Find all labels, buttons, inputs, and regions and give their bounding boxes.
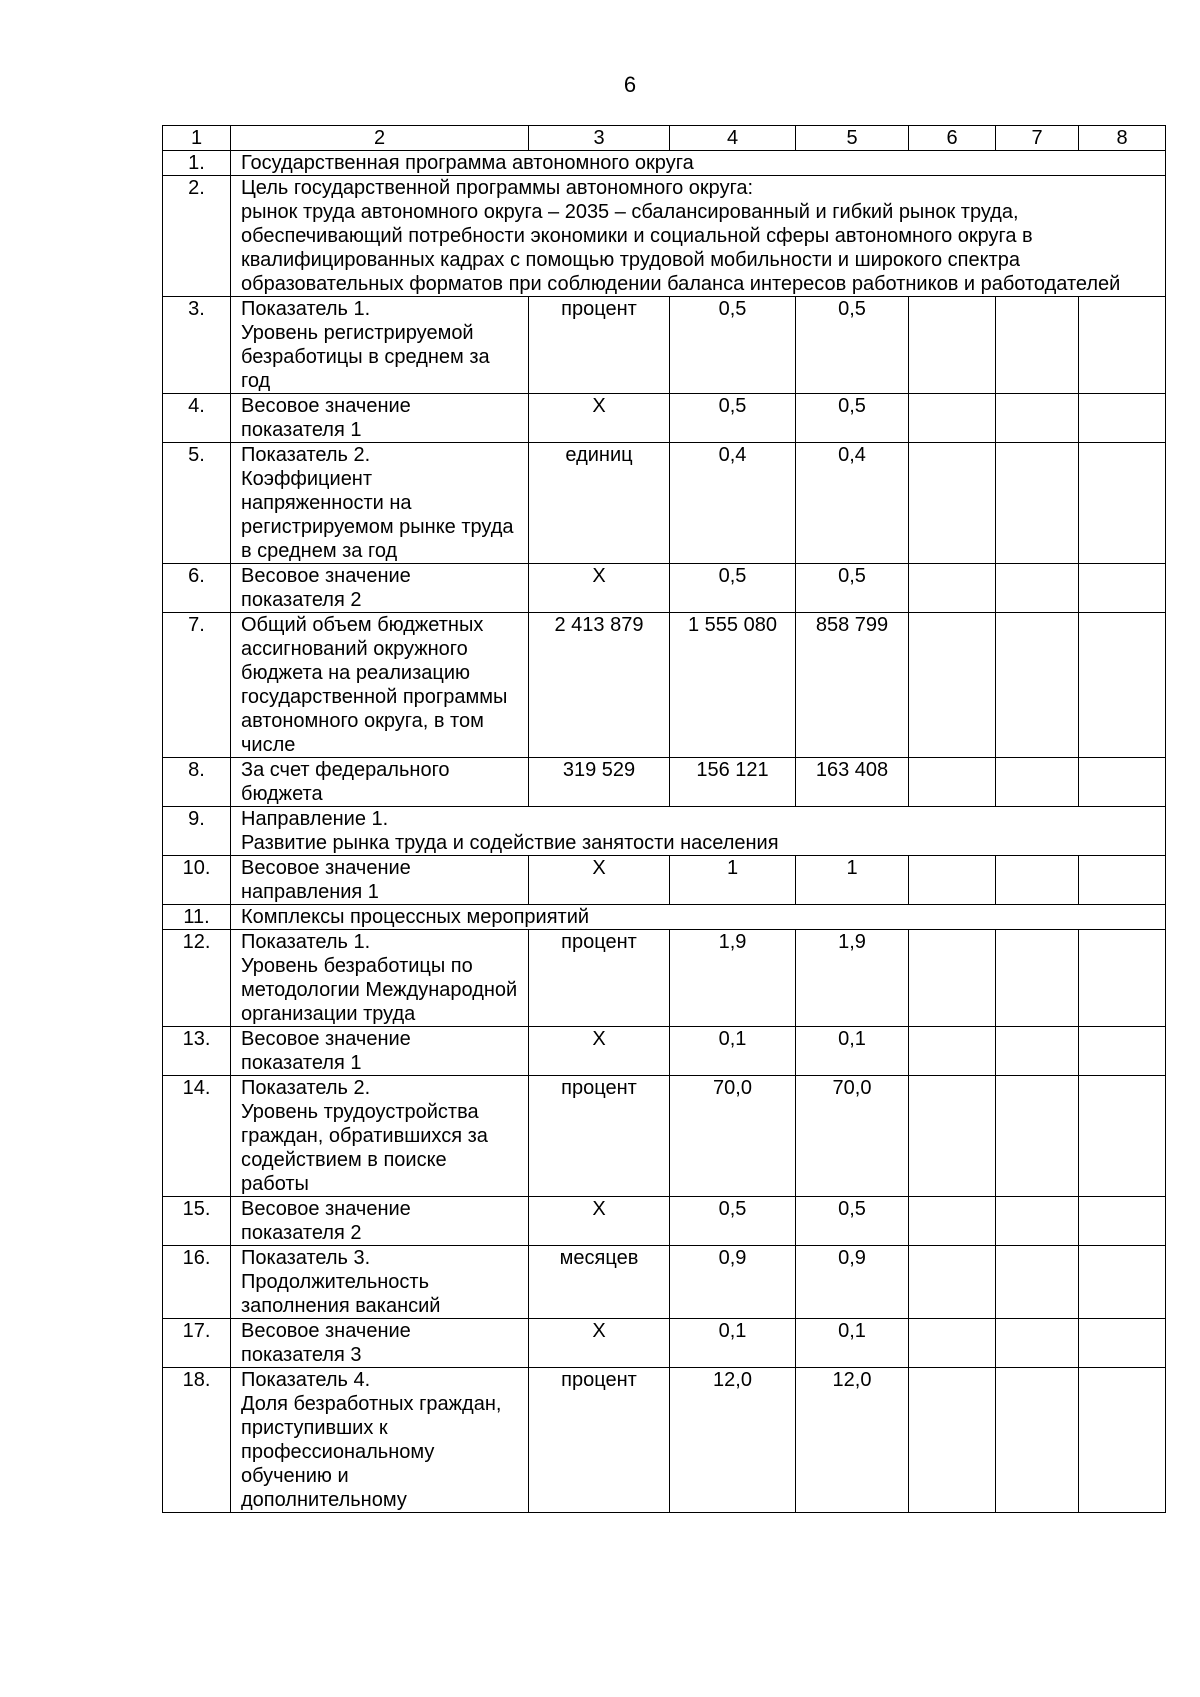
table-row [163, 1319, 1166, 1368]
row-label: Показатель 2. Коэффициент напряженности на регистрируемом рынке труда в среднем за год [231, 443, 529, 564]
row-label: Показатель 4. Доля безработных граждан, приступивших к профессиональному обучению и дополнительному [231, 1368, 529, 1513]
row-number: 15. [163, 1197, 231, 1246]
value-cell-c8 [1079, 930, 1166, 1027]
row-number: 13. [163, 1027, 231, 1076]
value-cell-c6 [909, 1027, 996, 1076]
value-cell-c6 [909, 394, 996, 443]
row-label: Весовое значение показателя 1 [231, 394, 529, 443]
header-row [163, 126, 1166, 151]
value-cell-c7 [996, 930, 1079, 1027]
value-cell-c6 [909, 856, 996, 905]
program-indicators-table [162, 125, 1166, 1513]
value-cell-c5: 70,0 [796, 1076, 909, 1197]
value-cell-c3: единиц [529, 443, 670, 564]
value-cell-c5: 0,5 [796, 1197, 909, 1246]
table-row [163, 1076, 1166, 1197]
value-cell-c8 [1079, 1368, 1166, 1513]
value-cell-c6 [909, 564, 996, 613]
row-number: 3. [163, 297, 231, 394]
value-cell-c3: процент [529, 1076, 670, 1197]
value-cell-c8 [1079, 613, 1166, 758]
table-row [163, 1197, 1166, 1246]
value-cell-c8 [1079, 856, 1166, 905]
value-cell-c6 [909, 758, 996, 807]
value-cell-c4: 12,0 [670, 1368, 796, 1513]
value-cell-c4: 0,5 [670, 1197, 796, 1246]
header-cell: 5 [796, 126, 909, 151]
value-cell-c3: процент [529, 930, 670, 1027]
row-label: За счет федерального бюджета [231, 758, 529, 807]
value-cell-c5: 0,1 [796, 1027, 909, 1076]
value-cell-c6 [909, 930, 996, 1027]
value-cell-c5: 1,9 [796, 930, 909, 1027]
value-cell-c8 [1079, 564, 1166, 613]
section-row [163, 176, 1166, 297]
value-cell-c4: 0,9 [670, 1246, 796, 1319]
value-cell-c8 [1079, 1319, 1166, 1368]
row-number: 11. [163, 905, 231, 930]
section-title: Цель государственной программы автономного округа: рынок труда автономного округа – 2035 – сбалансированный и гибкий рынок труда, обеспечивающий потребности экономики и социальной сферы автономного округа в квалифицированных кадрах с помощью трудовой мобильности и широкого спектра образовательных форматов при соблюдении баланса интересов работников и работодателей [231, 176, 1166, 297]
row-number: 9. [163, 807, 231, 856]
value-cell-c4: 1,9 [670, 930, 796, 1027]
value-cell-c3: Х [529, 856, 670, 905]
row-number: 14. [163, 1076, 231, 1197]
value-cell-c3: 2 413 879 [529, 613, 670, 758]
value-cell-c3: Х [529, 394, 670, 443]
value-cell-c5: 0,5 [796, 297, 909, 394]
header-cell: 3 [529, 126, 670, 151]
table-row [163, 613, 1166, 758]
table-row [163, 930, 1166, 1027]
value-cell-c8 [1079, 758, 1166, 807]
value-cell-c3: Х [529, 1027, 670, 1076]
value-cell-c5: 0,1 [796, 1319, 909, 1368]
row-number: 18. [163, 1368, 231, 1513]
table-row [163, 758, 1166, 807]
row-label: Показатель 1. Уровень безработицы по методологии Международной организации труда [231, 930, 529, 1027]
row-number: 7. [163, 613, 231, 758]
value-cell-c3: процент [529, 297, 670, 394]
row-number: 16. [163, 1246, 231, 1319]
section-row [163, 905, 1166, 930]
value-cell-c5: 163 408 [796, 758, 909, 807]
value-cell-c3: Х [529, 1319, 670, 1368]
value-cell-c4: 70,0 [670, 1076, 796, 1197]
value-cell-c3: процент [529, 1368, 670, 1513]
value-cell-c7 [996, 443, 1079, 564]
row-number: 2. [163, 176, 231, 297]
value-cell-c7 [996, 758, 1079, 807]
header-cell: 2 [231, 126, 529, 151]
section-title: Государственная программа автономного округа [231, 151, 1166, 176]
value-cell-c7 [996, 1319, 1079, 1368]
row-number: 8. [163, 758, 231, 807]
section-title: Комплексы процессных мероприятий [231, 905, 1166, 930]
row-number: 1. [163, 151, 231, 176]
table-row [163, 297, 1166, 394]
value-cell-c4: 0,5 [670, 564, 796, 613]
row-number: 10. [163, 856, 231, 905]
row-number: 17. [163, 1319, 231, 1368]
row-label: Показатель 3. Продолжительность заполнения вакансий [231, 1246, 529, 1319]
value-cell-c7 [996, 1246, 1079, 1319]
value-cell-c7 [996, 1368, 1079, 1513]
row-label: Весовое значение показателя 1 [231, 1027, 529, 1076]
value-cell-c8 [1079, 1246, 1166, 1319]
value-cell-c5: 12,0 [796, 1368, 909, 1513]
value-cell-c4: 0,4 [670, 443, 796, 564]
table-row [163, 564, 1166, 613]
value-cell-c4: 1 [670, 856, 796, 905]
header-cell: 1 [163, 126, 231, 151]
header-cell: 8 [1079, 126, 1166, 151]
value-cell-c8 [1079, 297, 1166, 394]
value-cell-c8 [1079, 394, 1166, 443]
value-cell-c8 [1079, 1076, 1166, 1197]
table-row [163, 1368, 1166, 1513]
value-cell-c7 [996, 856, 1079, 905]
value-cell-c6 [909, 443, 996, 564]
row-label: Весовое значение показателя 2 [231, 1197, 529, 1246]
value-cell-c6 [909, 1197, 996, 1246]
section-row [163, 151, 1166, 176]
value-cell-c7 [996, 1197, 1079, 1246]
value-cell-c4: 0,1 [670, 1319, 796, 1368]
value-cell-c6 [909, 1368, 996, 1513]
table-row [163, 856, 1166, 905]
row-label: Общий объем бюджетных ассигнований окружного бюджета на реализацию государственной программы автономного округа, в том числе [231, 613, 529, 758]
value-cell-c3: месяцев [529, 1246, 670, 1319]
row-label: Весовое значение показателя 2 [231, 564, 529, 613]
value-cell-c4: 0,1 [670, 1027, 796, 1076]
value-cell-c4: 1 555 080 [670, 613, 796, 758]
value-cell-c4: 0,5 [670, 297, 796, 394]
value-cell-c5: 858 799 [796, 613, 909, 758]
row-number: 6. [163, 564, 231, 613]
value-cell-c4: 0,5 [670, 394, 796, 443]
table-row [163, 443, 1166, 564]
value-cell-c4: 156 121 [670, 758, 796, 807]
table-row [163, 394, 1166, 443]
row-label: Показатель 1. Уровень регистрируемой безработицы в среднем за год [231, 297, 529, 394]
row-label: Весовое значение показателя 3 [231, 1319, 529, 1368]
value-cell-c7 [996, 297, 1079, 394]
header-cell: 7 [996, 126, 1079, 151]
header-cell: 4 [670, 126, 796, 151]
section-row [163, 807, 1166, 856]
value-cell-c8 [1079, 1197, 1166, 1246]
value-cell-c3: Х [529, 564, 670, 613]
value-cell-c6 [909, 1076, 996, 1197]
value-cell-c7 [996, 564, 1079, 613]
value-cell-c7 [996, 613, 1079, 758]
row-label: Показатель 2. Уровень трудоустройства граждан, обратившихся за содействием в поиске работы [231, 1076, 529, 1197]
row-number: 5. [163, 443, 231, 564]
value-cell-c7 [996, 394, 1079, 443]
value-cell-c6 [909, 297, 996, 394]
value-cell-c5: 1 [796, 856, 909, 905]
table-row [163, 1246, 1166, 1319]
value-cell-c5: 0,5 [796, 394, 909, 443]
section-title: Направление 1. Развитие рынка труда и содействие занятости населения [231, 807, 1166, 856]
value-cell-c7 [996, 1076, 1079, 1197]
value-cell-c3: 319 529 [529, 758, 670, 807]
value-cell-c5: 0,5 [796, 564, 909, 613]
header-cell: 6 [909, 126, 996, 151]
value-cell-c3: Х [529, 1197, 670, 1246]
value-cell-c8 [1079, 443, 1166, 564]
value-cell-c6 [909, 1319, 996, 1368]
row-number: 12. [163, 930, 231, 1027]
value-cell-c6 [909, 613, 996, 758]
value-cell-c5: 0,9 [796, 1246, 909, 1319]
page-number: 6 [623, 72, 637, 97]
value-cell-c5: 0,4 [796, 443, 909, 564]
value-cell-c7 [996, 1027, 1079, 1076]
row-label: Весовое значение направления 1 [231, 856, 529, 905]
value-cell-c6 [909, 1246, 996, 1319]
value-cell-c8 [1079, 1027, 1166, 1076]
row-number: 4. [163, 394, 231, 443]
table-row [163, 1027, 1166, 1076]
